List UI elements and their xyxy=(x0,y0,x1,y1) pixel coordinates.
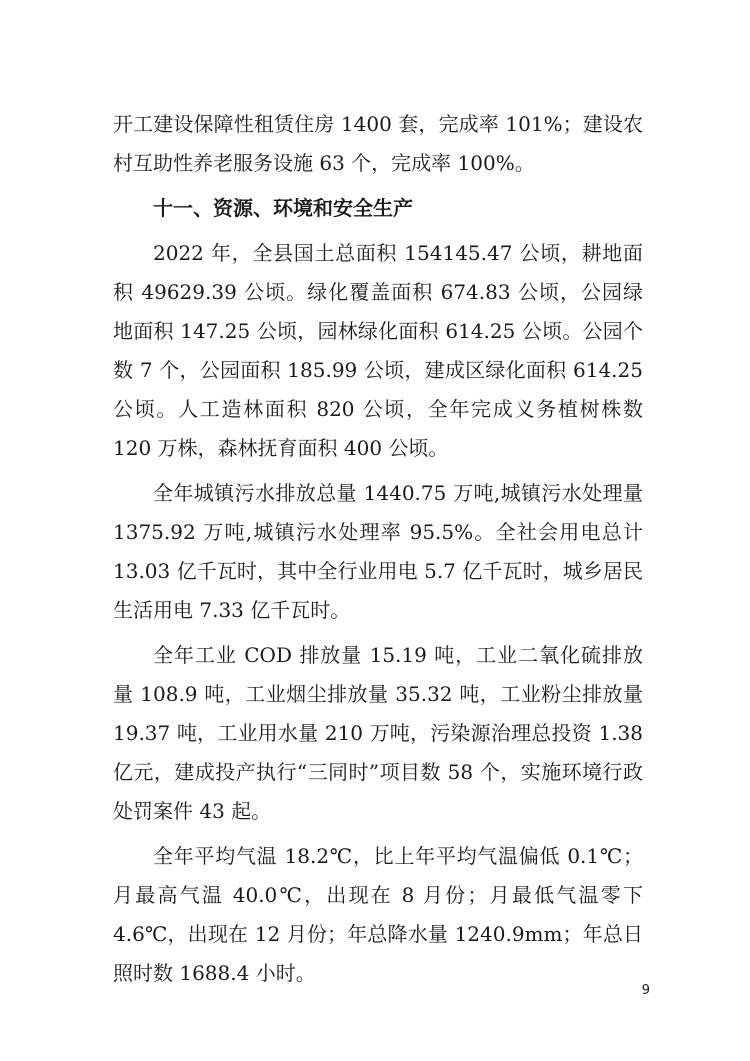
paragraph-housing: 开工建设保障性租赁住房 1400 套，完成率 101%；建设农村互助性养老服务设施 63 个，完成率 100%。 xyxy=(113,112,643,175)
page-number: 9 xyxy=(641,983,650,998)
section-heading: 十一、资源、环境和安全生产 xyxy=(153,196,413,220)
paragraph-land-greening: 2022 年，全县国土总面积 154145.47 公顷，耕地面积 49629.39 公顷。绿化覆盖面积 674.83 公顷，公园绿地面积 147.25 公顷，园林绿化面积 614.25 公顷。公园个数 7 个，公园面积 185.99 公顷，建成区绿化面积 614.25 公顷。人工造林面积 820 公顷，全年完成义务植树株数 120 万株，森林抚育面积 400 公顷。 xyxy=(113,241,643,460)
paragraph-sewage-electricity: 全年城镇污水排放总量 1440.75 万吨,城镇污水处理量 1375.92 万吨,城镇污水处理率 95.5%。全社会用电总计 13.03 亿千瓦时，其中全行业用电 5.7 亿千瓦时，城乡居民生活用电 7.33 亿千瓦时。 xyxy=(113,481,643,622)
paragraph-climate: 全年平均气温 18.2℃，比上年平均气温偏低 0.1℃；月最高气温 40.0℃，出现在 8 月份；月最低气温零下 4.6℃，出现在 12 月份；年总降水量 1240.9mm；年总日照时数 1688.4 小时。 xyxy=(113,844,643,985)
document-body xyxy=(113,105,643,993)
paragraph-industrial-emissions: 全年工业 COD 排放量 15.19 吨，工业二氧化硫排放量 108.9 吨，工业烟尘排放量 35.32 吨，工业粉尘排放量 19.37 吨，工业用水量 210 万吨，污染源治理总投资 1.38 亿元，建成投产执行“三同时”项目数 58 个，实施环境行政处罚案件 43 起。 xyxy=(113,643,643,823)
